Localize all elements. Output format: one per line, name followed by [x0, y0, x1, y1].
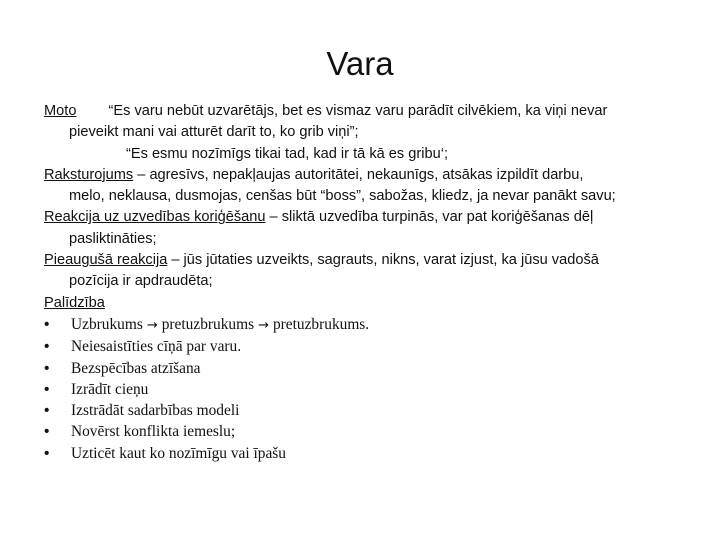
raksturojums-line — [44, 165, 684, 186]
pieaugusa-label: Pieaugušā reakcija — [44, 252, 168, 269]
palidziba-item — [44, 443, 684, 464]
slide-title: Vara — [326, 45, 394, 82]
bullet-icon: • — [44, 315, 50, 333]
moto-quote-1: “Es varu nebūt uzvarētājs, bet es vismaz varu parādīt cilvēkiem, ka viņi nevar — [108, 103, 608, 119]
raksturojums-text-cont: melo, neklausa, dusmojas, cenšas būt “boss”, sabožas, kliedz, ja nevar panākt savu; — [69, 188, 616, 205]
palidziba-item-text: Neiesaistīties cīņā par varu. — [71, 338, 242, 356]
first-item-c: pretuzbrukums. — [272, 315, 370, 333]
palidziba-item — [44, 400, 684, 421]
palidziba-item-text: Novērst konflikta iemeslu; — [71, 423, 236, 441]
raksturojums-text: – agresīvs, nepakļaujas autoritātei, nekaunīgs, atsākas izpildīt darbu, — [133, 166, 584, 183]
pieaugusa-text: – jūs jūtaties uzveikts, sagrauts, nikns, varat izjust, ka jūsu vadošā — [167, 252, 599, 269]
palidziba-label: Palīdzība — [44, 294, 105, 311]
pieaugusa-line — [44, 250, 684, 271]
bullet-icon: • — [44, 444, 50, 462]
palidziba-item-first — [44, 314, 684, 336]
arrow-right-icon: → — [146, 317, 158, 333]
bullet-icon: • — [44, 402, 50, 420]
first-item-a: Uzbrukums — [71, 315, 143, 333]
palidziba-item-text: Bezspēcības atzīšana — [71, 359, 201, 377]
palidziba-item — [44, 358, 684, 379]
slide-body — [44, 101, 684, 464]
bullet-icon: • — [44, 338, 50, 356]
palidziba-item — [44, 421, 684, 442]
moto-line — [44, 101, 684, 122]
reakcija-label: Reakcija uz uzvedības koriģēšanu — [44, 209, 266, 226]
bullet-icon: • — [44, 423, 50, 441]
pieaugusa-text-cont: pozīcija ir apdraudēta; — [69, 273, 213, 290]
palidziba-item-text: Uzticēt kaut ko nozīmīgu vai īpašu — [71, 444, 286, 462]
reakcija-line — [44, 207, 684, 228]
first-item-b: pretuzbrukums — [161, 315, 255, 333]
bullet-icon: • — [44, 359, 50, 377]
moto-quote-2: “Es esmu nozīmīgs tikai tad, kad ir tā kā es gribu‘; — [126, 145, 449, 162]
palidziba-item-text: Izstrādāt sadarbības modeli — [71, 402, 240, 420]
palidziba-item-text: Izrādīt cieņu — [71, 380, 149, 398]
palidziba-item — [44, 379, 684, 400]
reakcija-text-cont: pasliktināties; — [69, 230, 157, 247]
bullet-icon: • — [44, 380, 50, 398]
raksturojums-label: Raksturojums — [44, 166, 134, 183]
arrow-right-icon: → — [258, 317, 269, 333]
moto-quote-1-cont: pieveikt mani vai atturēt darīt to, ko grib viņi”; — [69, 124, 359, 141]
moto-label: Moto — [44, 103, 77, 119]
palidziba-item — [44, 336, 684, 357]
reakcija-text: – sliktā uzvedība turpinās, var pat koriģēšanas dēļ — [265, 209, 594, 226]
